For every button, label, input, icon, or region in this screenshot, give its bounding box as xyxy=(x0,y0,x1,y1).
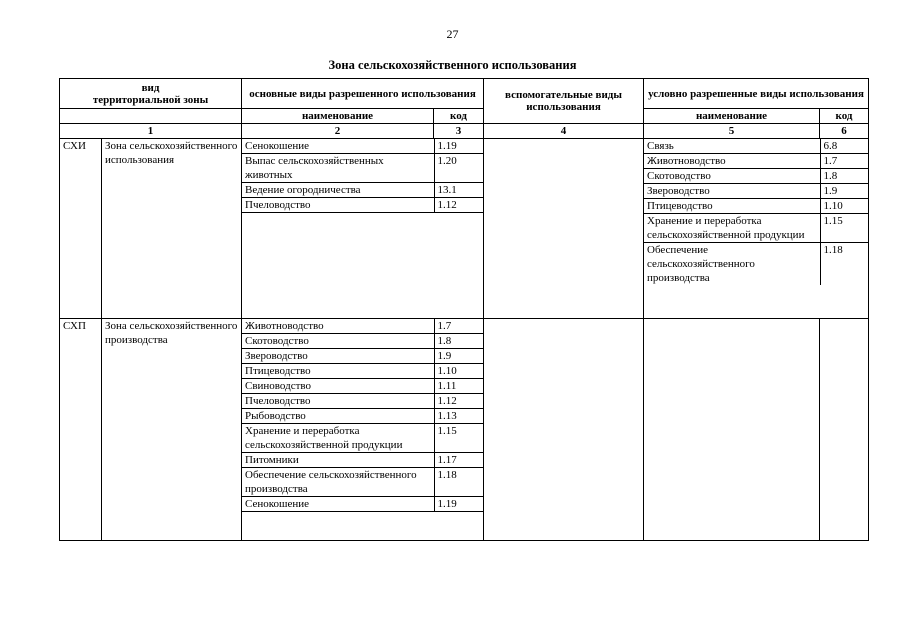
conditional-use-item-name: Связь xyxy=(644,139,820,154)
zone-code: СХИ xyxy=(60,139,102,319)
conditional-use-item-name: Обеспечение сельскохозяйственного производства xyxy=(647,244,755,284)
main-use-item-name: Питомники xyxy=(242,453,434,468)
main-use-item xyxy=(242,198,484,213)
main-use-item-code: 1.7 xyxy=(434,319,484,334)
header-main-uses: основные виды разрешенного использования xyxy=(242,79,484,109)
header-main-name: наименование xyxy=(242,109,434,124)
zones-table xyxy=(59,78,869,541)
main-use-item xyxy=(242,424,484,453)
header-zone-type: вид территориальной зоны xyxy=(60,79,242,109)
conditional-use-item xyxy=(644,184,869,199)
zones-body xyxy=(60,139,869,541)
column-number: 1 xyxy=(60,124,242,139)
main-use-item-code: 1.20 xyxy=(434,154,484,183)
conditional-use-item xyxy=(644,169,869,184)
conditional-use-item xyxy=(644,199,869,214)
main-use-item-code: 1.12 xyxy=(434,198,484,213)
conditional-use-item-code: 1.15 xyxy=(820,214,869,243)
conditional-use-item xyxy=(644,154,869,169)
main-use-item xyxy=(242,139,484,154)
main-use-item-name: Звероводство xyxy=(242,349,434,364)
main-use-item xyxy=(242,394,484,409)
main-use-item-code: 1.10 xyxy=(434,364,484,379)
conditional-use-item-name: Животноводство xyxy=(644,154,820,169)
main-use-item xyxy=(242,183,484,198)
header-cond-code: код xyxy=(820,109,869,124)
conditional-use-item xyxy=(644,214,869,243)
conditional-use-list xyxy=(644,139,869,319)
conditional-use-item-code: 1.7 xyxy=(820,154,869,169)
column-number: 6 xyxy=(820,124,869,139)
conditional-use-item-code: 1.9 xyxy=(820,184,869,199)
conditional-use-item xyxy=(644,243,869,286)
conditional-use-item-name: Скотоводство xyxy=(644,169,820,184)
main-use-item-name: Скотоводство xyxy=(242,334,434,349)
main-use-item-code: 1.19 xyxy=(434,139,484,154)
aux-use-list xyxy=(484,319,644,541)
main-use-item-name: Сенокошение xyxy=(242,139,434,154)
main-use-item-code: 1.11 xyxy=(434,379,484,394)
zone-code: СХП xyxy=(60,319,102,541)
aux-use-list xyxy=(484,139,644,319)
main-use-item-code: 1.17 xyxy=(434,453,484,468)
main-use-item-name: Пчеловодство xyxy=(242,198,434,213)
main-use-item-code: 1.19 xyxy=(434,497,484,512)
main-use-item xyxy=(242,319,484,334)
page-number: 27 xyxy=(446,27,459,41)
main-use-list xyxy=(242,319,484,541)
main-use-item-name: Пчеловодство xyxy=(242,394,434,409)
main-use-item-code: 1.9 xyxy=(434,349,484,364)
conditional-use-item-code: 1.10 xyxy=(820,199,869,214)
main-use-item-code: 1.15 xyxy=(434,424,484,453)
document-title: Зона сельскохозяйственного использования xyxy=(328,58,577,72)
main-use-item-code: 1.13 xyxy=(434,409,484,424)
header-conditional-uses: условно разрешенные виды использования xyxy=(644,79,869,109)
main-use-list xyxy=(242,139,484,319)
main-use-item-code: 1.8 xyxy=(434,334,484,349)
conditional-use-item-code: 6.8 xyxy=(820,139,869,154)
main-use-item-name: Хранение и переработка сельскохозяйственной продукции xyxy=(242,424,434,453)
main-use-item xyxy=(242,349,484,364)
conditional-use-item-name: Птицеводство xyxy=(644,199,820,214)
conditional-use-item-name: Хранение и переработка сельскохозяйственной продукции xyxy=(644,214,820,243)
column-number: 3 xyxy=(434,124,484,139)
main-use-item-name: Свиноводство xyxy=(242,379,434,394)
column-number: 2 xyxy=(242,124,434,139)
header-cond-name: наименование xyxy=(644,109,820,124)
main-use-item-code: 13.1 xyxy=(434,183,484,198)
header-aux-uses: вспомогательные виды использования xyxy=(484,79,644,124)
zone-name: Зона сельскохозяйственного производства xyxy=(102,319,242,541)
column-number: 5 xyxy=(644,124,820,139)
main-use-item-name: Выпас сельскохозяйственных животных xyxy=(242,154,434,183)
header-zone-blank xyxy=(60,109,242,124)
main-use-item xyxy=(242,364,484,379)
main-use-item-name: Животноводство xyxy=(242,319,434,334)
main-use-item xyxy=(242,409,484,424)
main-use-item xyxy=(242,453,484,468)
main-use-item-name: Ведение огородничества xyxy=(242,183,434,198)
main-use-item-name: Птицеводство xyxy=(242,364,434,379)
column-number: 4 xyxy=(484,124,644,139)
zone-row xyxy=(60,139,869,319)
conditional-use-item-name: Звероводство xyxy=(644,184,820,199)
conditional-use-item-code: 1.18 xyxy=(820,243,869,286)
conditional-use-item-code: 1.8 xyxy=(820,169,869,184)
main-use-item-code: 1.12 xyxy=(434,394,484,409)
main-use-item-name: Сенокошение xyxy=(242,497,434,512)
zone-name: Зона сельскохозяйственного использования xyxy=(102,139,242,319)
conditional-use-name-empty xyxy=(644,319,820,541)
main-use-item xyxy=(242,497,484,512)
main-use-item xyxy=(242,154,484,183)
conditional-use-item xyxy=(644,139,869,154)
main-use-item-name: Рыбоводство xyxy=(242,409,434,424)
zone-row xyxy=(60,319,869,541)
main-use-item xyxy=(242,334,484,349)
main-use-item xyxy=(242,468,484,497)
header-main-code: код xyxy=(434,109,484,124)
main-use-item-code: 1.18 xyxy=(434,468,484,497)
main-use-item xyxy=(242,379,484,394)
main-use-item-name: Обеспечение сельскохозяйственного производства xyxy=(242,468,434,497)
conditional-use-code-empty xyxy=(820,319,869,541)
